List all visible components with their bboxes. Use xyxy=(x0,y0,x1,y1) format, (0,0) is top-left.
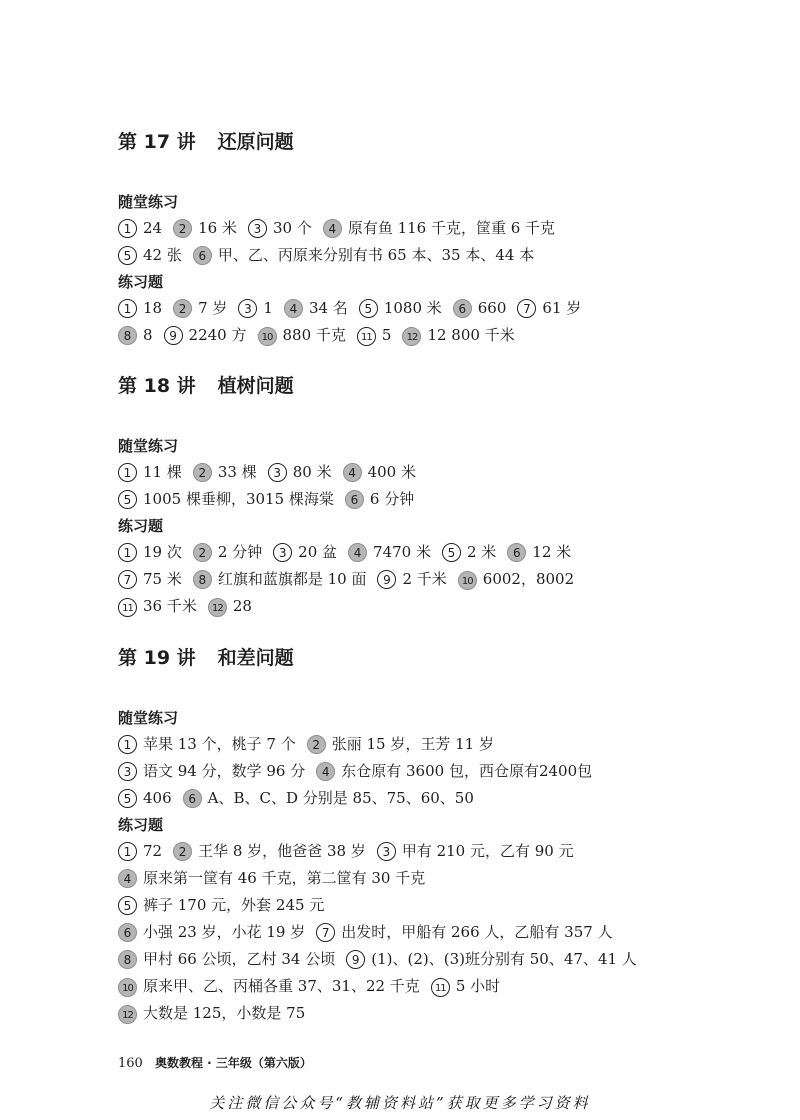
question-number-badge: 7 xyxy=(316,923,335,942)
answer-item xyxy=(268,459,332,486)
answer-row xyxy=(118,322,758,349)
lecture-title xyxy=(118,644,758,672)
answer-item xyxy=(316,919,612,946)
question-number-badge: 9 xyxy=(377,570,396,589)
answer-item xyxy=(118,865,425,892)
answer-text: 6 分钟 xyxy=(369,490,415,508)
answer-item xyxy=(193,459,257,486)
answer-item xyxy=(118,539,182,566)
answer-text: 小强 23 岁，小花 19 岁 xyxy=(143,923,306,941)
answer-text: (1)、(2)、(3)班分别有 50、47、41 人 xyxy=(371,950,637,968)
answer-text: 16 米 xyxy=(198,219,237,237)
question-number-badge: 1 xyxy=(118,299,137,318)
question-number-badge: 6 xyxy=(507,543,526,562)
answer-item xyxy=(402,322,514,349)
answer-item xyxy=(208,593,252,620)
answer-item xyxy=(323,215,555,242)
answer-item xyxy=(316,758,592,785)
answer-text: 7 岁 xyxy=(198,299,228,317)
answer-text: 7470 米 xyxy=(373,543,431,561)
answer-row xyxy=(118,758,758,785)
answer-text: 61 岁 xyxy=(542,299,582,317)
answer-text: 18 xyxy=(143,299,163,317)
question-number-badge: 4 xyxy=(284,299,303,318)
question-number-badge: 1 xyxy=(118,463,137,482)
question-number-badge: 8 xyxy=(193,570,212,589)
answer-text: 甲有 210 元，乙有 90 元 xyxy=(401,842,574,860)
question-number-badge: 5 xyxy=(442,543,461,562)
answer-item xyxy=(517,295,581,322)
question-number-badge: 6 xyxy=(345,490,364,509)
answer-text: 甲村 66 公顷，乙村 34 公顷 xyxy=(143,950,336,968)
answer-text: 原来甲、乙、丙桶各重 37、31、22 千克 xyxy=(143,977,420,995)
answer-text: 张丽 15 岁，王芳 11 岁 xyxy=(331,735,494,753)
question-number-badge: 1 xyxy=(118,219,137,238)
answer-item xyxy=(442,539,496,566)
answer-text: 2 分钟 xyxy=(217,543,263,561)
answer-item xyxy=(431,973,500,1000)
answer-item xyxy=(193,539,262,566)
answer-text: 24 xyxy=(143,219,163,237)
answer-text: 34 名 xyxy=(308,299,348,317)
answer-text: 12 米 xyxy=(532,543,572,561)
question-number-badge: 4 xyxy=(348,543,367,562)
answer-text: 20 盆 xyxy=(298,543,338,561)
answer-text: 2 米 xyxy=(466,543,497,561)
answer-item xyxy=(183,785,474,812)
answer-text: 406 xyxy=(143,789,172,807)
question-number-badge: 9 xyxy=(164,326,183,345)
answer-item xyxy=(377,566,446,593)
answer-row xyxy=(118,1000,758,1027)
section-title: 练习题 xyxy=(118,273,164,291)
answer-text: 400 米 xyxy=(367,463,416,481)
question-number-badge: 8 xyxy=(118,326,137,345)
answer-item xyxy=(359,295,442,322)
answer-text: 72 xyxy=(143,842,163,860)
answer-item xyxy=(118,946,335,973)
lecture-17 xyxy=(118,128,758,349)
answer-text: 8 xyxy=(143,326,153,344)
question-number-badge: 3 xyxy=(268,463,287,482)
lecture-topic: 植树问题 xyxy=(217,375,294,397)
answer-text: 5 小时 xyxy=(455,977,501,995)
answer-row xyxy=(118,459,758,486)
lecture-19 xyxy=(118,644,758,1027)
answer-item xyxy=(118,758,305,785)
question-number-badge: 3 xyxy=(248,219,267,238)
answer-text: 1080 米 xyxy=(383,299,442,317)
answer-text: 30 个 xyxy=(272,219,312,237)
answer-item xyxy=(273,539,337,566)
answer-text: 红旗和蓝旗都是 10 面 xyxy=(217,570,367,588)
question-number-badge: 11 xyxy=(118,598,137,617)
question-number-badge: 5 xyxy=(118,789,137,808)
lecture-number: 第 18 讲 xyxy=(118,375,196,397)
question-number-badge: 2 xyxy=(307,735,326,754)
answer-item xyxy=(173,295,227,322)
question-number-badge: 10 xyxy=(458,571,477,590)
answer-item xyxy=(173,838,366,865)
lecture-topic: 和差问题 xyxy=(217,647,294,669)
answer-row xyxy=(118,295,758,322)
answer-text: 11 棵 xyxy=(143,463,182,481)
answer-row xyxy=(118,946,758,973)
lecture-title xyxy=(118,128,758,156)
answer-item xyxy=(458,566,574,593)
answer-text: A、B、C、D 分别是 85、75、60、50 xyxy=(207,789,474,807)
answer-row xyxy=(118,539,758,566)
answer-item xyxy=(118,295,162,322)
answer-item xyxy=(343,459,416,486)
answer-item xyxy=(284,295,348,322)
answer-text: 苹果 13 个，桃子 7 个 xyxy=(143,735,296,753)
section-title: 练习题 xyxy=(118,816,164,834)
answer-item xyxy=(118,566,182,593)
question-number-badge: 10 xyxy=(118,978,137,997)
answer-text: 6002，8002 xyxy=(482,570,575,588)
answer-text: 36 千米 xyxy=(143,597,197,615)
answer-text: 33 棵 xyxy=(217,463,257,481)
answer-item xyxy=(193,566,367,593)
answer-text: 东仓原有 3600 包，西仓原有2400包 xyxy=(341,762,593,780)
answer-row xyxy=(118,838,758,865)
question-number-badge: 1 xyxy=(118,543,137,562)
question-number-badge: 2 xyxy=(173,842,192,861)
answer-item xyxy=(118,1000,305,1027)
question-number-badge: 3 xyxy=(377,842,396,861)
lecture-topic: 还原问题 xyxy=(217,131,294,153)
question-number-badge: 12 xyxy=(118,1005,137,1024)
question-number-badge: 12 xyxy=(402,327,421,346)
answer-text: 2240 方 xyxy=(188,326,247,344)
answer-text: 出发时，甲船有 266 人，乙船有 357 人 xyxy=(341,923,613,941)
answer-item xyxy=(346,946,637,973)
answer-text: 1 xyxy=(263,299,273,317)
answer-text: 660 xyxy=(477,299,507,317)
question-number-badge: 7 xyxy=(118,570,137,589)
lecture-18 xyxy=(118,372,758,620)
answer-text: 19 次 xyxy=(143,543,182,561)
answer-row xyxy=(118,486,758,513)
answer-item xyxy=(118,459,182,486)
answer-text: 1005 棵垂柳，3015 棵海棠 xyxy=(143,490,334,508)
watermark-text: 关注微信公众号“教辅资料站”获取更多学习资料 xyxy=(209,1094,591,1112)
answer-text: 2 千米 xyxy=(402,570,447,588)
question-number-badge: 9 xyxy=(346,950,365,969)
question-number-badge: 5 xyxy=(118,246,137,265)
question-number-badge: 10 xyxy=(258,327,277,346)
section-title: 练习题 xyxy=(118,517,164,535)
answer-row xyxy=(118,242,758,269)
answer-item xyxy=(258,322,346,349)
answer-row xyxy=(118,865,758,892)
answer-text: 原有鱼 116 千克，筐重 6 千克 xyxy=(347,219,556,237)
answer-item xyxy=(118,593,197,620)
answer-item xyxy=(118,322,153,349)
answer-item xyxy=(193,242,534,269)
answer-item xyxy=(118,785,172,812)
question-number-badge: 8 xyxy=(118,950,137,969)
answer-text: 28 xyxy=(232,597,252,615)
answer-item xyxy=(307,731,494,758)
answer-item xyxy=(118,973,420,1000)
question-number-badge: 1 xyxy=(118,842,137,861)
question-number-badge: 5 xyxy=(118,490,137,509)
question-number-badge: 6 xyxy=(453,299,472,318)
answer-item xyxy=(507,539,571,566)
question-number-badge: 3 xyxy=(238,299,257,318)
answer-text: 42 张 xyxy=(143,246,182,264)
lecture-title xyxy=(118,372,758,400)
answer-item xyxy=(348,539,431,566)
section-title: 随堂练习 xyxy=(118,193,179,211)
answer-text: 大数是 125，小数是 75 xyxy=(143,1004,306,1022)
answer-row xyxy=(118,785,758,812)
lecture-number: 第 19 讲 xyxy=(118,647,196,669)
answer-item xyxy=(238,295,273,322)
answer-item xyxy=(453,295,507,322)
question-number-badge: 6 xyxy=(183,789,202,808)
answer-row xyxy=(118,731,758,758)
question-number-badge: 4 xyxy=(118,869,137,888)
question-number-badge: 7 xyxy=(517,299,536,318)
answer-text: 语文 94 分，数学 96 分 xyxy=(143,762,306,780)
answer-row xyxy=(118,215,758,242)
lecture-number: 第 17 讲 xyxy=(118,131,196,153)
answer-text: 12 800 千米 xyxy=(427,326,515,344)
answer-text: 原来第一筐有 46 千克，第二筐有 30 千克 xyxy=(143,869,426,887)
answer-text: 880 千克 xyxy=(282,326,346,344)
answer-item xyxy=(118,838,162,865)
section-title: 随堂练习 xyxy=(118,709,179,727)
question-number-badge: 5 xyxy=(359,299,378,318)
answer-text: 甲、乙、丙原来分别有书 65 本、35 本、44 本 xyxy=(217,246,535,264)
question-number-badge: 1 xyxy=(118,735,137,754)
answer-row xyxy=(118,566,758,593)
answer-item xyxy=(357,322,392,349)
answer-text: 80 米 xyxy=(292,463,332,481)
answer-item xyxy=(118,215,162,242)
answer-item xyxy=(118,919,305,946)
answer-text: 5 xyxy=(381,326,392,344)
question-number-badge: 11 xyxy=(431,978,450,997)
question-number-badge: 2 xyxy=(193,463,212,482)
question-number-badge: 2 xyxy=(173,219,192,238)
answer-item xyxy=(118,731,296,758)
question-number-badge: 4 xyxy=(316,762,335,781)
answer-row xyxy=(118,892,758,919)
answer-item xyxy=(118,486,334,513)
question-number-badge: 2 xyxy=(173,299,192,318)
question-number-badge: 3 xyxy=(118,762,137,781)
answer-row xyxy=(118,973,758,1000)
question-number-badge: 4 xyxy=(343,463,362,482)
answer-item xyxy=(345,486,414,513)
question-number-badge: 3 xyxy=(273,543,292,562)
answer-item xyxy=(118,892,324,919)
answer-text: 裤子 170 元，外套 245 元 xyxy=(143,896,325,914)
question-number-badge: 5 xyxy=(118,896,137,915)
question-number-badge: 4 xyxy=(323,219,342,238)
answer-item xyxy=(173,215,237,242)
question-number-badge: 6 xyxy=(118,923,137,942)
question-number-badge: 12 xyxy=(208,598,227,617)
book-title: 奥数教程 · 三年级（第六版） xyxy=(154,1056,312,1070)
answer-text: 王华 8 岁，他爸爸 38 岁 xyxy=(198,842,366,860)
page-footer xyxy=(118,1054,312,1071)
answer-item xyxy=(118,242,182,269)
answer-item xyxy=(377,838,574,865)
question-number-badge: 6 xyxy=(193,246,212,265)
answer-item xyxy=(164,322,247,349)
answer-row xyxy=(118,919,758,946)
page-number: 160 xyxy=(118,1056,143,1071)
answer-text: 75 米 xyxy=(143,570,182,588)
question-number-badge: 11 xyxy=(357,327,376,346)
answer-item xyxy=(248,215,312,242)
question-number-badge: 2 xyxy=(193,543,212,562)
section-title: 随堂练习 xyxy=(118,437,179,455)
answer-row xyxy=(118,593,758,620)
